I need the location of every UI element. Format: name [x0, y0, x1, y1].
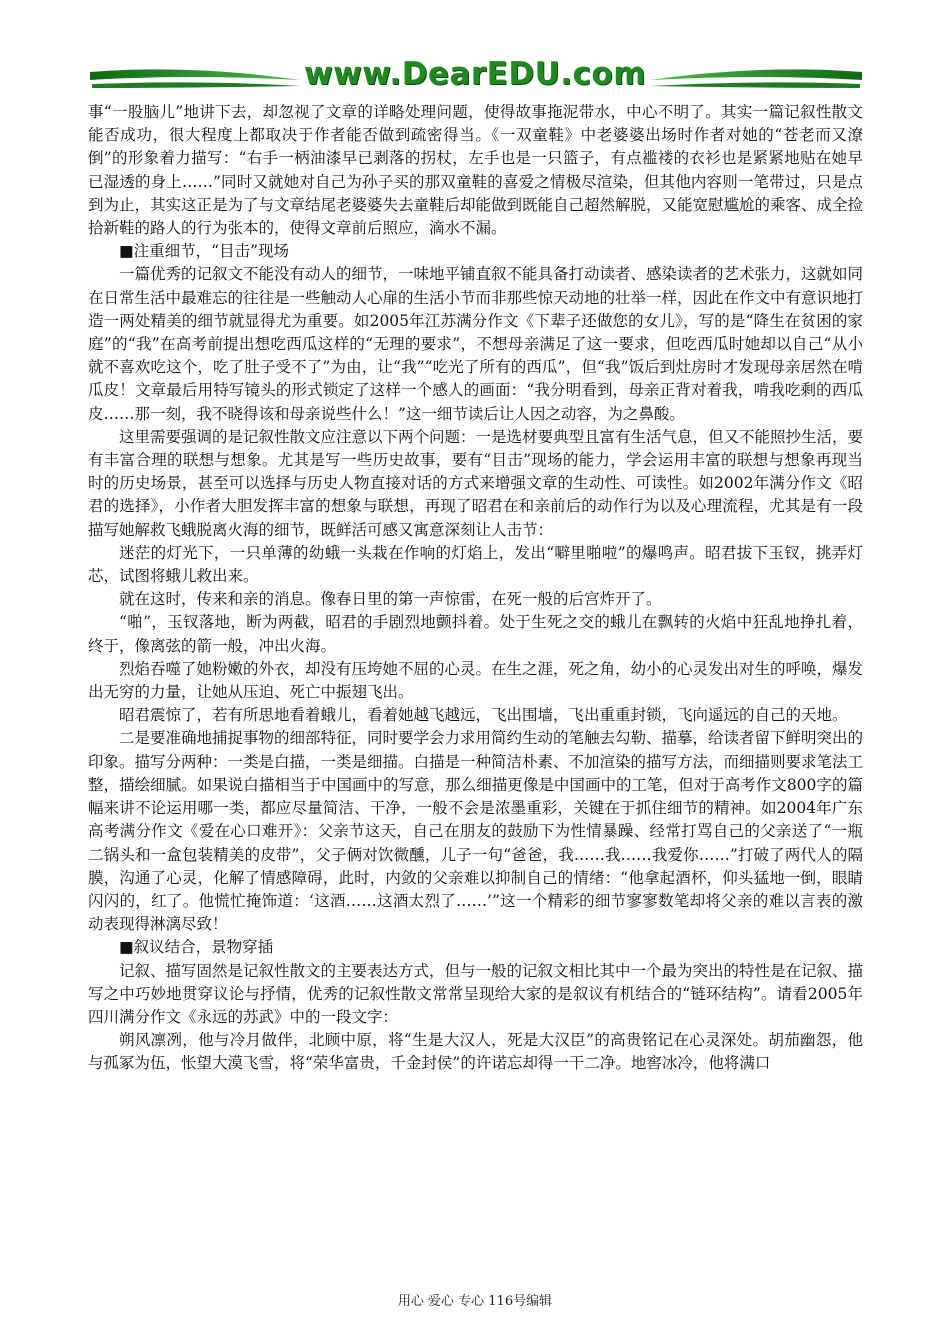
paragraph: 记叙、描写固然是记叙性散文的主要表达方式，但与一般的记叙文相比其中一个最为突出的特性是在记叙、描写之中巧妙地贯穿议论与抒情，优秀的记叙性散文常常呈现给大家的是叙议有机结合的“链环结构”。请看2005年四川满分作文《永远的苏武》中的一段文字： — [88, 961, 864, 1026]
section-heading-narration: ■叙议结合，景物穿插 — [119, 938, 274, 957]
paragraph-continued: 事“一股脑儿”地讲下去，却忽视了文章的详略处理问题，使得故事拖泥带水，中心不明了。其实一篇记叙性散文能否成功，很大程度上都取决于作者能否做到疏密得当。《一双童鞋》中老婆婆出场时作者对她的“苍老而又潦倒”的形象着力描写：“右手一柄油漆早已剥落的拐杖，左手也是一只篮子，有点褴褛的衣衫也是紧紧地贴在她早已湿透的身上……”同时又就她对自己为孙子买的那双童鞋的喜爱之情极尽渲染，但其他内容则一笔带过，只是点到为止，其实这正是为了与文章结尾老婆婆失去童鞋后却能做到既能自己超然解脱，又能宽慰尴尬的乘客、成全捡拾新鞋的路人的行为张本的，使得文章前后照应，滴水不漏。 — [88, 103, 864, 238]
site-logo-text[interactable]: www.DearEDU.com — [303, 56, 646, 92]
quoted-paragraph: 就在这时，传来和亲的消息。像春日里的第一声惊雷，在死一般的后宫炸开了。 — [119, 590, 662, 609]
quoted-paragraph: 烈焰吞噬了她粉嫩的外衣，却没有压垮她不屈的心灵。在生之涯，死之角，幼小的心灵发出对生的呼唤，爆发出无穷的力量，让她从压迫、死亡中振翅飞出。 — [88, 659, 864, 702]
paragraph: 一篇优秀的记叙文不能没有动人的细节，一味地平铺直叙不能具备打动读者、感染读者的艺术张力，这就如同在日常生活中最难忘的往往是一些触动人心扉的生活小节而非那些惊天动地的壮举一样，因此在作文中有意识地打造一两处精美的细节就显得尤为重要。如2005年江苏满分作文《下辈子还做您的女儿》，写的是“降生在贫困的家庭”的“我”在高考前提出想吃西瓜这样的“无理的要求”，不想母亲满足了这一要求，但吃西瓜时她却以自己“从小就不喜欢吃这个，吃了肚子受不了”为由，让“我”“吃光了所有的西瓜”，但“我”饭后到灶房时才发现母亲居然在啃瓜皮！文章最后用特写镜头的形式锁定了这样一个感人的画面：“我分明看到，母亲正背对着我，啃我吃剩的西瓜皮……那一刻，我不晓得该和母亲说些什么！”这一细节读后让人因之动容，为之鼻酸。 — [88, 265, 864, 423]
quoted-paragraph: 朔风凛冽，他与冷月做伴，北顾中原，将“生是大汉人，死是大汉臣”的高贵铭记在心灵深处。胡茄幽怨，他与孤冢为伍，怅望大漠飞雪，将“荣华富贵，千金封侯”的许诺忘却得一干二净。地窖冰冷，他将满口 — [88, 1031, 863, 1073]
section-heading-details: ■注重细节，“目击”现场 — [119, 242, 289, 261]
article-body — [88, 101, 863, 1076]
quoted-paragraph: 昭君震惊了，若有所思地看着蛾儿，看着她越飞越远，飞出围墙，飞出重重封锁，飞向遥远的自己的天地。 — [119, 706, 848, 725]
quoted-paragraph: 迷茫的灯光下，一只单薄的幼蛾一头栽在作响的灯焰上，发出“噼里啪啦”的爆鸣声。昭君拔下玉钗，挑弄灯芯，试图将蛾儿救出来。 — [88, 543, 863, 586]
page-footer: 用心 爱心 专心 116号编辑 — [397, 1294, 553, 1309]
paragraph: 这里需要强调的是记叙性散文应注意以下两个问题：一是选材要典型且富有生活气息，但又不能照抄生活，要有丰富合理的联想与想象。尤其是写一些历史故事，要有“目击”现场的能力，学会运用丰富的联想与想象再现当时的历史场景，甚至可以选择与历史人物直接对话的方式来增强文章的生动性、可读性。如2002年满分作文《昭君的选择》，小作者大胆发挥丰富的想象与联想，再现了昭君在和亲前后的动作行为以及心理流程，尤其是有一段描写她解救飞蛾脱离火海的细节，既鲜活可感又寓意深刻让人击节： — [88, 427, 864, 539]
page-header — [0, 50, 950, 102]
paragraph: 二是要准确地捕捉事物的细部特征，同时要学会力求用简约生动的笔触去勾勒、描摹，给读者留下鲜明突出的印象。描写分两种：一类是白描，一类是细描。白描是一种简洁朴素、不加渲染的描写方法，而细描则要求笔法工整，描绘细腻。如果说白描相当于中国画中的写意，那么细描更像是中国画中的工笔，但对于高考作文800字的篇幅来讲不论运用哪一类，都应尽量简洁、干净，一般不会是浓墨重彩，关键在于抓住细节的精神。如2004年广东高考满分作文《爱在心口难开》：父亲节这天，自己在朋友的鼓励下为性情暴躁、经常打骂自己的父亲送了“一瓶二锅头和一盒包装精美的皮带”，父子俩对饮微醺，儿子一句“爸爸，我……我……我爱你……”打破了两代人的隔膜，沟通了心灵，化解了情感障碍，此时，内敛的父亲难以抑制自己的情绪：“他拿起酒杯，仰头猛地一倒，眼睛闪闪的，红了。他慌忙掩饰道：‘这酒……这酒太烈了……’”这一个精彩的细节寥寥数笔却将父亲的难以言表的激动表现得淋漓尽致！ — [88, 729, 864, 934]
quoted-paragraph: “啪”，玉钗落地，断为两截，昭君的手剧烈地颤抖着。处于生死之交的蛾儿在飘转的火焰中狂乱地挣扎着，终于，像离弦的箭一般，冲出火海。 — [88, 613, 863, 655]
